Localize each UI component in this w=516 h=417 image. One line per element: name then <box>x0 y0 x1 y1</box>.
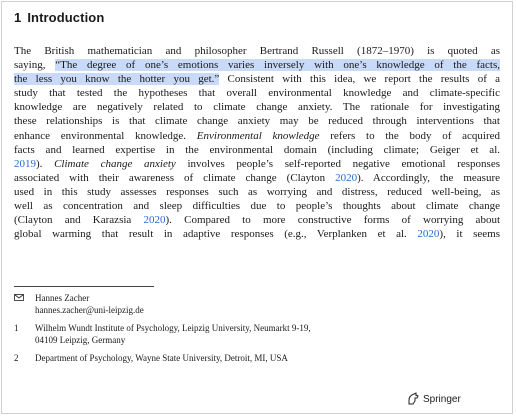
text-span: these relationships is that climate change anxiety may be reduced through interventions that <box>14 115 500 128</box>
author-email[interactable]: hannes.zacher@uni-leipzig.de <box>35 305 144 315</box>
text-span: well as concentration and sleep difficulties due to people’s thoughts about climate change <box>14 200 500 213</box>
text-line <box>14 157 500 171</box>
text-span: ), it seems <box>439 228 500 241</box>
text-line <box>14 86 500 100</box>
text-span: Consistent with this idea, we report the results of a <box>219 73 500 86</box>
citation-link[interactable]: 2020 <box>335 171 358 184</box>
text-span: ). <box>36 157 55 170</box>
text-line <box>14 171 500 185</box>
affiliation-2: Department of Psychology, Wayne State University, Detroit, MI, USA <box>35 353 288 363</box>
text-span: enhance environmental knowledge. <box>14 129 197 142</box>
citation-link[interactable]: 2020 <box>417 228 440 241</box>
text-line <box>14 143 500 157</box>
footnote-divider <box>14 286 154 287</box>
text-span: (Clayton and Karazsia <box>14 214 144 227</box>
affiliation-1: Wilhelm Wundt Institute of Psychology, Leipzig University, Neumarkt 9-19, 04109 Leipzig, Germany <box>35 323 311 345</box>
text-line <box>14 58 500 72</box>
text-span: associated with their awareness of climate change (Clayton <box>14 171 336 184</box>
section-title: Introduction <box>27 10 105 25</box>
section-heading <box>14 10 104 25</box>
citation-link[interactable]: 2019 <box>14 157 36 170</box>
springer-horse-icon <box>406 392 420 406</box>
text-line <box>14 100 500 114</box>
text-line <box>14 185 500 199</box>
text-line <box>14 114 500 128</box>
text-span: global warming that result in adaptive responses (e.g., Verplanken et al. <box>14 228 418 241</box>
section-number: 1 <box>14 10 22 25</box>
highlighted-quote[interactable]: “The degree of one’s emotions varies inversely with one’s knowledge of the facts, <box>55 59 500 72</box>
footnote-marker: 1 <box>14 323 19 333</box>
publisher-logo <box>406 392 461 406</box>
text-span: study that tested the hypotheses that overall environmental knowledge and climate-specific <box>14 87 500 100</box>
text-line <box>14 129 500 143</box>
text-span: ). Compared to more constructive forms of worrying about <box>165 214 500 227</box>
text-span: ). Accordingly, the measure <box>357 171 500 184</box>
italic-term: Environmental knowledge <box>196 129 320 142</box>
footnote-1 <box>14 322 500 346</box>
footnote-2 <box>14 352 500 364</box>
text-span: saying, <box>14 59 56 72</box>
text-line <box>14 72 500 86</box>
envelope-icon <box>14 294 24 301</box>
body-paragraph <box>14 44 500 241</box>
citation-link[interactable]: 2020 <box>143 214 166 227</box>
publisher-name: Springer <box>423 393 461 405</box>
author-contact <box>14 292 500 316</box>
author-name: Hannes Zacher <box>35 293 90 303</box>
text-span: The British mathematician and philosopher Bertrand Russell (1872–1970) is quoted as <box>14 45 500 57</box>
text-line <box>14 44 500 58</box>
text-span: involves people’s self-reported negative emotional responses <box>175 157 500 170</box>
text-line <box>14 199 500 213</box>
text-span: refers to the body of acquired <box>319 129 500 142</box>
text-span: facts and learned expertise in the environmental domain (including climate; Geiger et al. <box>14 143 500 156</box>
footnote-marker: 2 <box>14 353 19 363</box>
highlighted-quote[interactable]: the less you know the hotter you get.” <box>14 73 220 86</box>
footnotes <box>14 292 500 370</box>
text-line <box>14 213 500 227</box>
text-span: knowledge are negatively related to climate change anxiety. The rationale for investigating <box>14 101 500 114</box>
text-span: used in this study assesses responses such as worrying and distress, reduced well-being, as <box>14 185 500 198</box>
text-line <box>14 227 500 241</box>
italic-term: Climate change anxiety <box>54 157 176 170</box>
